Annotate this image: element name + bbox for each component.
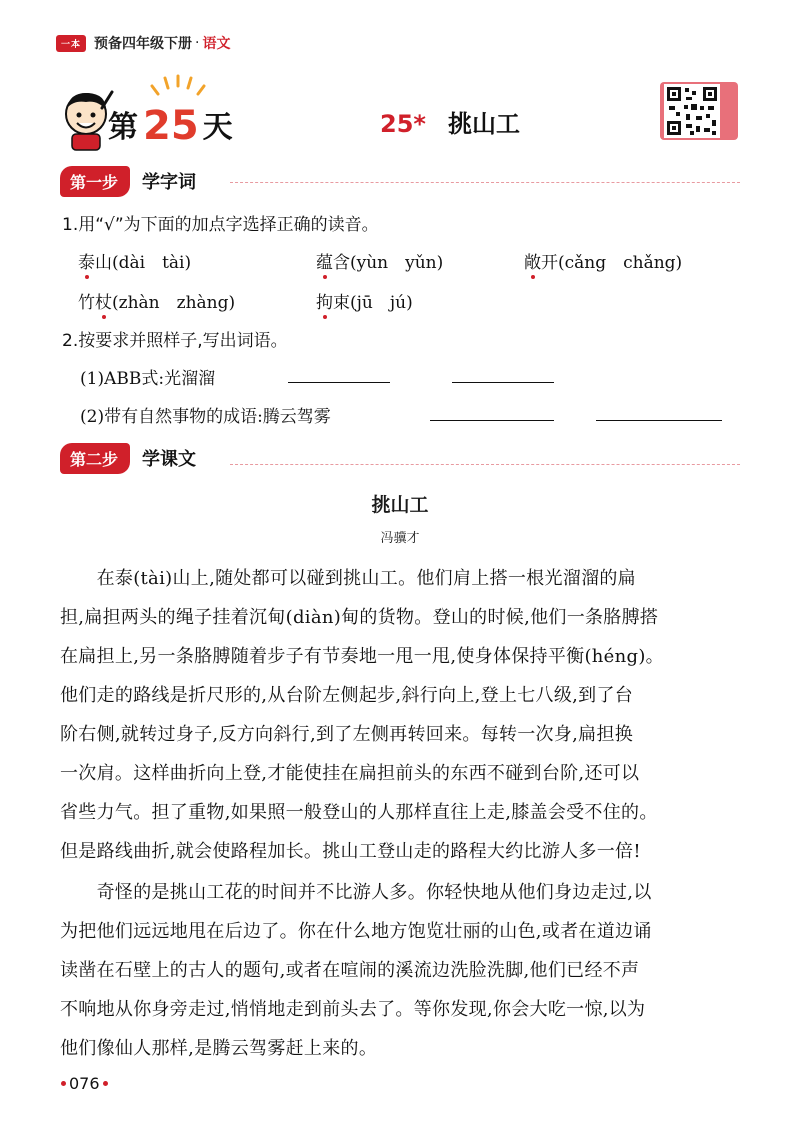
- page-header: [56, 30, 230, 56]
- step-one-label: 学字词: [142, 172, 197, 193]
- brand-logo: 一本: [56, 35, 86, 52]
- pinyin-options: (dài tài): [112, 253, 192, 273]
- day-number: 25: [143, 103, 199, 149]
- article-line: 为把他们远远地甩在后边了。你在什么地方饱览壮丽的山色,或者在道边诵: [60, 921, 652, 942]
- lesson-number: 25*: [380, 110, 426, 138]
- answer-blank[interactable]: [430, 420, 554, 421]
- pinyin-options: (jū jú): [350, 293, 413, 313]
- header-separator: ·: [195, 35, 200, 51]
- day-prefix: 第: [108, 110, 139, 145]
- pinyin-options: (yùn yǔn): [350, 253, 444, 273]
- sun-rays-icon: [148, 74, 208, 100]
- article-line: 他们走的路线是折尺形的,从台阶左侧起步,斜行向上,登上七八级,到了台: [60, 685, 634, 706]
- step-one-divider: [230, 182, 740, 183]
- article-line: 读凿在石壁上的古人的题句,或者在喧闹的溪流边洗脸洗脚,他们已经不声: [60, 960, 640, 981]
- page-dot-icon: [103, 1081, 108, 1086]
- question-two-sub-two: (2)带有自然事物的成语:腾云驾雾: [80, 407, 331, 427]
- step-one-banner: [60, 166, 196, 196]
- dotted-char: 杖: [95, 288, 112, 313]
- page-number: [58, 1074, 111, 1093]
- pinyin-item[interactable]: 拘束(jū jú): [316, 288, 413, 313]
- article-line: 不响地从你身旁走过,悄悄地走到前头去了。等你发现,你会大吃一惊,以为: [60, 999, 646, 1020]
- pinyin-options: (zhàn zhàng): [112, 293, 236, 313]
- article-line: 在扁担上,另一条胳膊随着步子有节奏地一甩一甩,使身体保持平衡(héng)。: [60, 646, 664, 667]
- question-one-prompt: 1.用“√”为下面的加点字选择正确的读音。: [62, 215, 379, 235]
- dotted-char: 蕴: [316, 248, 333, 273]
- dotted-char: 泰: [78, 248, 95, 273]
- answer-blank[interactable]: [452, 382, 554, 383]
- article-line: 奇怪的是挑山工花的时间并不比游人多。你轻快地从他们身边走过,以: [60, 882, 652, 903]
- dotted-char: 拘: [316, 288, 333, 313]
- pinyin-item[interactable]: 蕴含(yùn yǔn): [316, 248, 443, 273]
- step-two-divider: [230, 464, 740, 465]
- pinyin-item[interactable]: 竹杖(zhàn zhàng): [78, 288, 235, 313]
- lesson-title: [380, 104, 520, 139]
- qr-code-panel[interactable]: [660, 82, 738, 140]
- pinyin-item[interactable]: 敞开(cǎng chǎng): [524, 248, 682, 273]
- article-line: 一次肩。这样曲折向上登,才能使挂在扁担前头的东西不碰到台阶,还可以: [60, 763, 640, 784]
- article-line: 在泰(tài)山上,随处都可以碰到挑山工。他们肩上搭一根光溜溜的扁: [60, 568, 636, 589]
- book-title: 预备四年级下册: [94, 36, 193, 52]
- day-label: [108, 100, 234, 149]
- page-dot-icon: [61, 1081, 66, 1086]
- step-two-badge: 第二步: [60, 443, 130, 474]
- dotted-char: 敞: [524, 248, 541, 273]
- pinyin-options: (cǎng chǎng): [558, 253, 683, 273]
- step-one-badge: 第一步: [60, 166, 130, 197]
- article-title: 挑山工: [371, 494, 429, 516]
- article-author: 冯骥才: [380, 531, 420, 546]
- question-two-prompt: 2.按要求并照样子,写出词语。: [62, 331, 288, 351]
- pinyin-item[interactable]: 泰山(dài tài): [78, 248, 191, 273]
- article-line: 省些力气。担了重物,如果照一般登山的人那样直往上走,膝盖会受不住的。: [60, 802, 658, 823]
- answer-blank[interactable]: [288, 382, 390, 383]
- answer-blank[interactable]: [596, 420, 722, 421]
- day-suffix: 天: [202, 110, 234, 145]
- qr-code-icon[interactable]: [664, 84, 720, 138]
- step-two-label: 学课文: [142, 449, 197, 470]
- page-number-text: 076: [69, 1074, 100, 1093]
- article-line: 担,扁担两头的绳子挂着沉甸(diàn)甸的货物。登山的时候,他们一条胳膊搭: [60, 607, 659, 628]
- lesson-name: 挑山工: [447, 110, 520, 138]
- article-line: 阶右侧,就转过身子,反方向斜行,到了左侧再转回来。每转一次身,扁担换: [60, 724, 634, 745]
- article-line: 他们像仙人那样,是腾云驾雾赶上来的。: [60, 1038, 378, 1059]
- question-two-sub-one: (1)ABB式:光溜溜: [80, 369, 216, 389]
- article-line: 但是路线曲折,就会使路程加长。挑山工登山走的路程大约比游人多一倍!: [60, 841, 641, 862]
- step-two-banner: [60, 443, 196, 473]
- subject-label: 语文: [202, 36, 231, 52]
